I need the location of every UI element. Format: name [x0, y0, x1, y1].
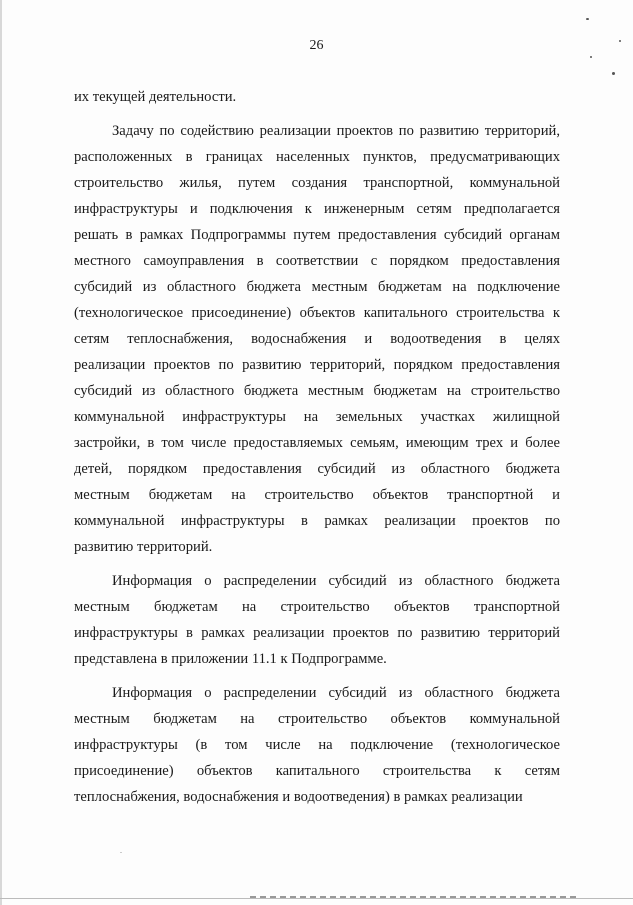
scan-artifact-line: [250, 896, 580, 898]
text-line: реализации проектов по развитию территорий, порядком предоставления: [74, 357, 560, 373]
text-line: Задачу по содействию реализации проектов по развитию территорий,: [112, 123, 560, 139]
paragraph: [74, 84, 560, 110]
paragraph-gap: [74, 110, 560, 118]
paragraph: [74, 680, 560, 810]
page-number: 26: [309, 38, 324, 53]
text-line: инфраструктуры и подключения к инженерным сетям предполагается: [74, 201, 560, 217]
page-bottom-edge: [0, 898, 633, 899]
scan-speck: [590, 56, 592, 58]
text-line: Информация о распределении субсидий из областного бюджета: [112, 685, 560, 701]
scan-speck: [612, 72, 615, 75]
text-line: субсидий из областного бюджета местным бюджетам на строительство: [74, 383, 560, 399]
paragraph: [74, 568, 560, 672]
text-line: местным бюджетам на строительство объектов транспортной и: [74, 487, 560, 503]
body-text: [74, 84, 560, 810]
text-line: инфраструктуры (в том числе на подключение (технологическое: [74, 737, 560, 753]
text-line: инфраструктуры в рамках реализации проектов по развитию территорий: [74, 625, 560, 641]
text-line: развитию территорий.: [74, 539, 213, 555]
text-line: присоединение) объектов капитального строительства к сетям: [74, 763, 560, 779]
text-line: местным бюджетам на строительство объектов транспортной: [74, 599, 560, 615]
text-line: детей, порядком предоставления субсидий из областного бюджета: [74, 461, 560, 477]
text-line: строительство жилья, путем создания транспортной, коммунальной: [74, 175, 560, 191]
text-line: Информация о распределении субсидий из областного бюджета: [112, 573, 560, 589]
text-line: решать в рамках Подпрограммы путем предоставления субсидий органам: [74, 227, 560, 243]
text-line: застройки, в том числе предоставляемых семьям, имеющим трех и более: [74, 435, 560, 451]
paragraph-gap: [74, 672, 560, 680]
text-line: местным бюджетам на строительство объектов коммунальной: [74, 711, 560, 727]
paragraph: [74, 118, 560, 560]
scan-speck: [120, 852, 122, 853]
text-line: сетям теплоснабжения, водоснабжения и водоотведения в целях: [74, 331, 560, 347]
page-left-edge: [0, 0, 2, 905]
text-line: коммунальной инфраструктуры на земельных участках жилищной: [74, 409, 560, 425]
text-line: представлена в приложении 11.1 к Подпрограмме.: [74, 651, 387, 667]
text-line: (технологическое присоединение) объектов капитального строительства к: [74, 305, 560, 321]
scan-speck: [586, 18, 589, 20]
text-line: коммунальной инфраструктуры в рамках реализации проектов по: [74, 513, 560, 529]
text-line: местного самоуправления в соответствии с порядком предоставления: [74, 253, 560, 269]
text-line: их текущей деятельности.: [74, 89, 237, 105]
text-line: расположенных в границах населенных пунктов, предусматривающих: [74, 149, 560, 165]
paragraph-gap: [74, 560, 560, 568]
text-line: субсидий из областного бюджета местным бюджетам на подключение: [74, 279, 560, 295]
scan-speck: [619, 40, 621, 42]
text-line: теплоснабжения, водоснабжения и водоотведения) в рамках реализации: [74, 789, 523, 805]
